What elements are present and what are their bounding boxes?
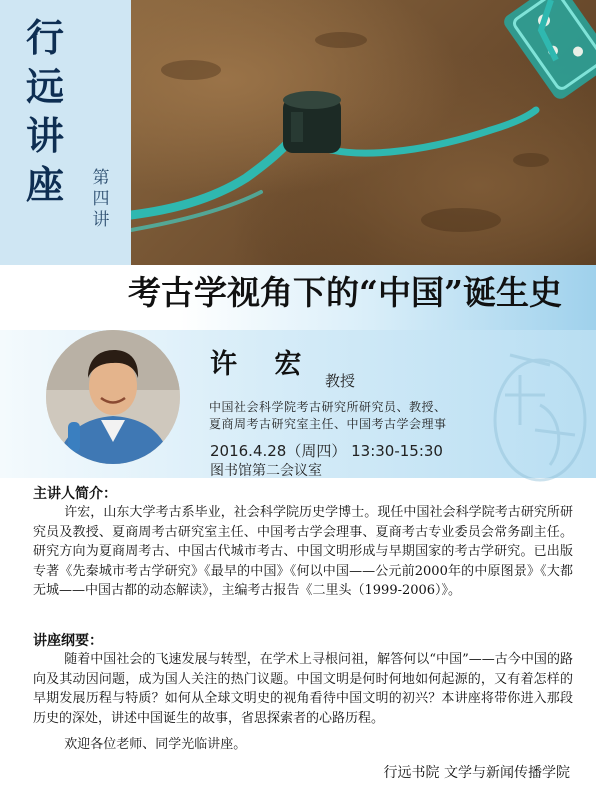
person-icon (46, 330, 180, 464)
lecture-venue: 图书馆第二会议室 (210, 463, 322, 479)
lecture-number-char: 讲 (92, 210, 110, 230)
speaker-affiliation: 夏商周考古研究室主任、中国考古学会理事 (209, 417, 447, 431)
excavation-photo (131, 0, 596, 265)
turquoise-artifact-illustration (131, 0, 596, 265)
lecture-time: 2016.4.28（周四） 13:30-15:30 (210, 442, 443, 460)
speaker-affiliation: 中国社会科学院考古研究所研究员、教授、 (209, 400, 447, 414)
seal-watermark (480, 335, 590, 485)
organizers: 行远书院 文学与新闻传播学院 (383, 765, 570, 781)
series-char: 讲 (25, 114, 64, 158)
bio-text: 许宏，山东大学考古系毕业，社会科学院历史学博士。现任中国社会科学院考古研究所研究员及教授、夏商周考古研究室主任、中国考古学会理事、夏商考古专业委员会常务副主任。研究方向为夏商周考古、中国古代城市考古、中国文明形成与早期国家的考古学研究。已出版专著《先秦城市考古学研究》《最早的中国》《何以中国——公元前2000年的中原图景》《大都无城——中国古都的动态解读》，主编考古报告《二里头（1999-2006）》。 (33, 505, 573, 598)
welcome-text: 欢迎各位老师、同学光临讲座。 (64, 737, 247, 752)
series-char: 远 (25, 65, 64, 109)
lecture-number-char: 第 (92, 168, 110, 188)
speaker-portrait (46, 330, 180, 464)
lecture-title: 考古学视角下的“中国”诞生史 (128, 273, 562, 312)
lecture-number-char: 四 (92, 189, 110, 209)
series-char: 座 (25, 163, 64, 207)
bio-heading: 主讲人简介： (33, 486, 117, 502)
lecture-number (88, 168, 114, 231)
series-name (12, 14, 78, 210)
speaker-title: 教授 (325, 372, 356, 390)
outline-text: 随着中国社会的飞速发展与转型，在学术上寻根问祖，解答何以“中国”——古今中国的路向及其动因问题，成为国人关注的热门议题。中国文明是何时何地如何起源的，又有着怎样的早期发展历程与特质？如何从全球文明史的视角看待中国文明的初兴？本讲座将带你进入那段历史的深处，讲述中国诞生的故事，省思探索者的心路历程。 (33, 652, 573, 726)
speaker-name: 许 宏 (210, 349, 316, 380)
outline-heading: 讲座纲要： (33, 633, 103, 649)
series-char: 行 (25, 16, 64, 60)
